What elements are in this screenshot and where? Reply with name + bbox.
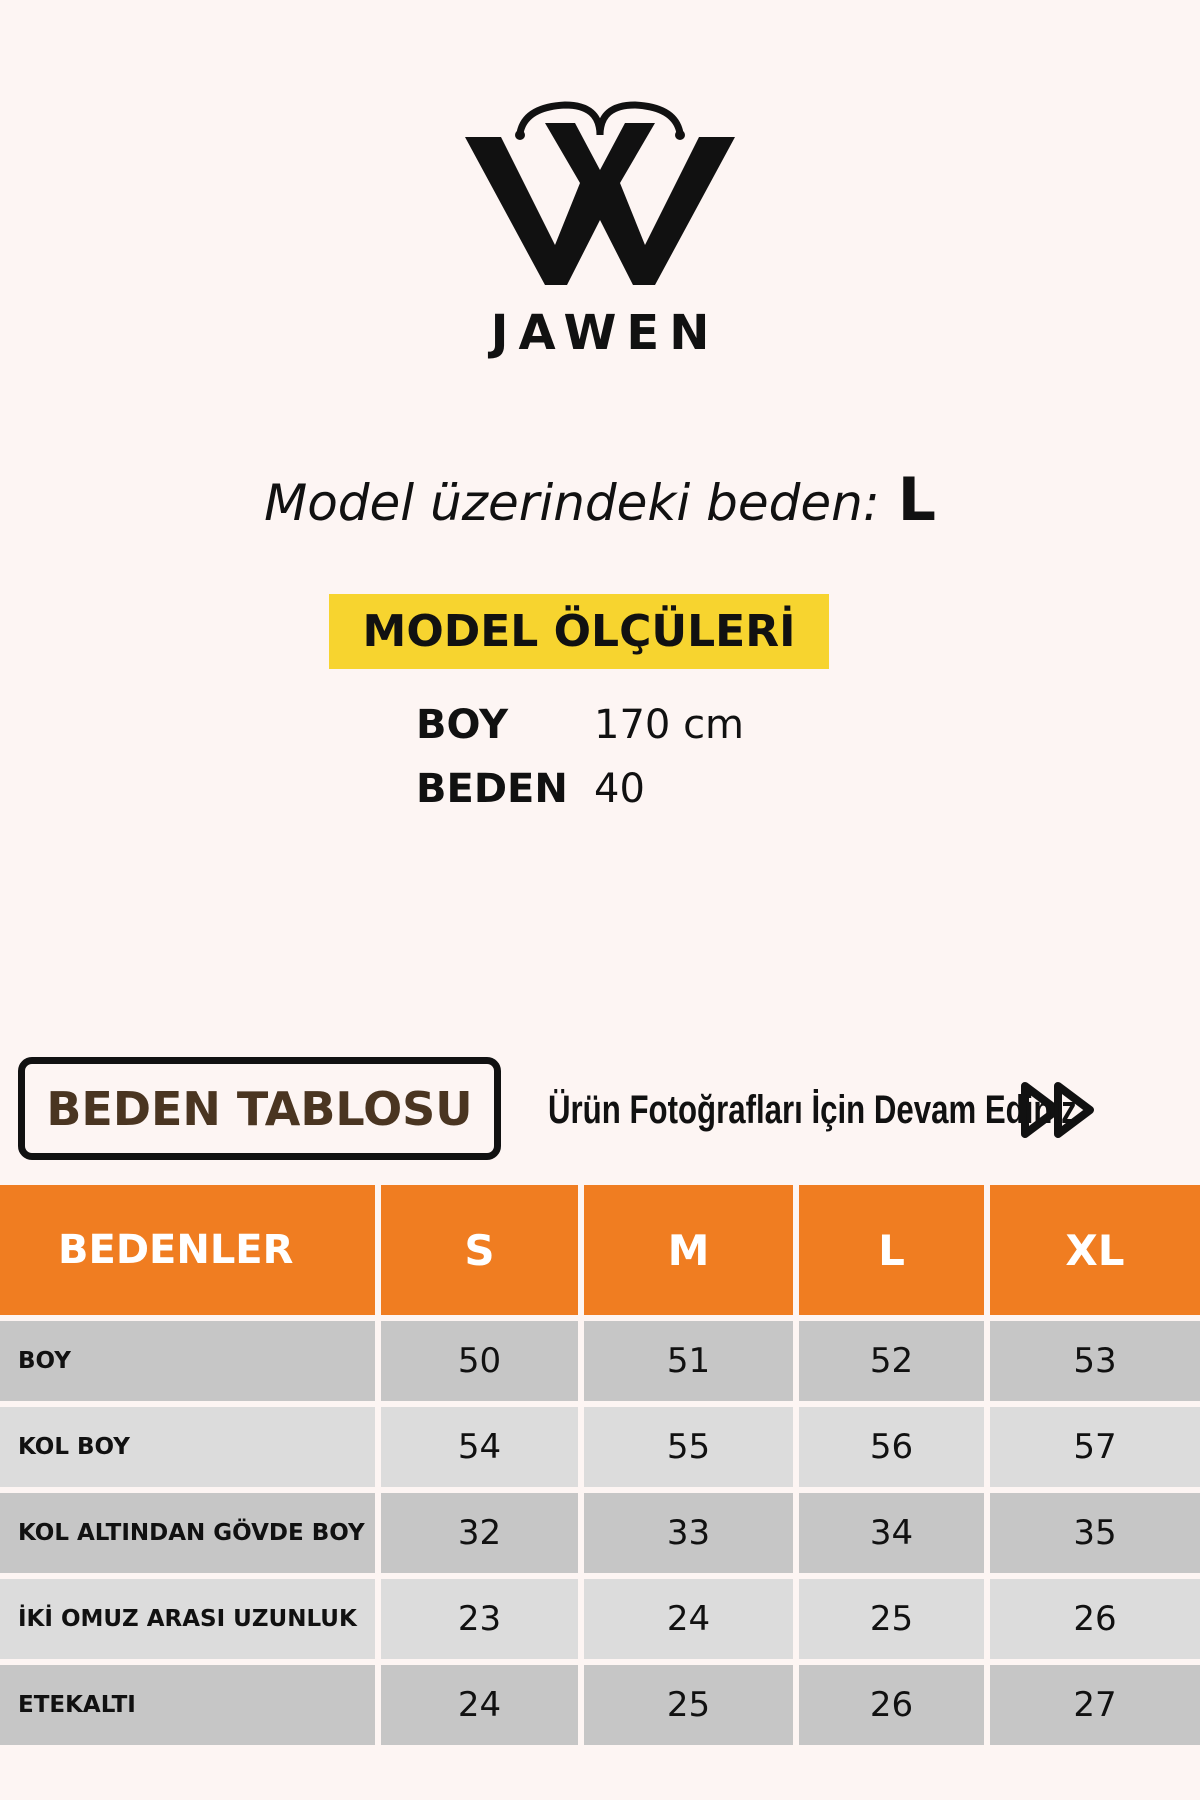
table-cell: 24 [581,1576,796,1662]
measurement-label: BEDEN [416,766,568,812]
size-table-header [0,1185,1200,1318]
row-label: İKİ OMUZ ARASI UZUNLUK [0,1576,378,1662]
table-cell: 55 [581,1404,796,1490]
size-table [0,1185,1200,1751]
size-table-label: BEDEN TABLOSU [18,1057,501,1160]
table-cell: 33 [581,1490,796,1576]
measurement-value: 170 cm [594,702,745,748]
table-row [0,1490,1200,1576]
row-label: KOL ALTINDAN GÖVDE BOY [0,1490,378,1576]
table-cell: 26 [796,1662,987,1748]
table-cell: 52 [796,1318,987,1404]
measurement-row-height [416,693,744,757]
row-label: ETEKALTI [0,1662,378,1748]
header-cell-sizes: BEDENLER [0,1185,378,1318]
header-cell-s: S [378,1185,581,1318]
continue-hint [548,1075,1098,1145]
table-row [0,1576,1200,1662]
table-cell: 25 [796,1576,987,1662]
model-size-label: Model üzerindeki beden: [264,474,880,532]
continue-text: Ürün Fotoğrafları İçin Devam Ediniz [548,1087,1077,1132]
table-row [0,1318,1200,1404]
table-row [0,1404,1200,1490]
measurement-value: 40 [594,766,645,812]
brand-logo [0,95,1200,361]
table-cell: 53 [987,1318,1200,1404]
header-cell-xl: XL [987,1185,1200,1318]
row-label: BOY [0,1318,378,1404]
table-cell: 32 [378,1490,581,1576]
table-cell: 26 [987,1576,1200,1662]
brand-name: JAWEN [490,305,720,361]
model-size-value: L [897,465,936,535]
header-cell-m: M [581,1185,796,1318]
table-cell: 56 [796,1404,987,1490]
measurement-label: BOY [416,702,509,748]
measurement-row-size [416,757,744,821]
table-cell: 57 [987,1404,1200,1490]
table-cell: 27 [987,1662,1200,1748]
table-cell: 51 [581,1318,796,1404]
table-row [0,1662,1200,1748]
w-monogram-logo-icon [465,95,735,285]
table-cell: 34 [796,1490,987,1576]
table-cell: 50 [378,1318,581,1404]
table-cell: 35 [987,1490,1200,1576]
table-cell: 24 [378,1662,581,1748]
model-measurements-title: MODEL ÖLÇÜLERİ [329,594,829,669]
table-cell: 25 [581,1662,796,1748]
model-measurements [416,693,744,821]
model-size-line [0,465,1200,535]
table-cell: 23 [378,1576,581,1662]
table-cell: 54 [378,1404,581,1490]
header-cell-l: L [796,1185,987,1318]
row-label: KOL BOY [0,1404,378,1490]
